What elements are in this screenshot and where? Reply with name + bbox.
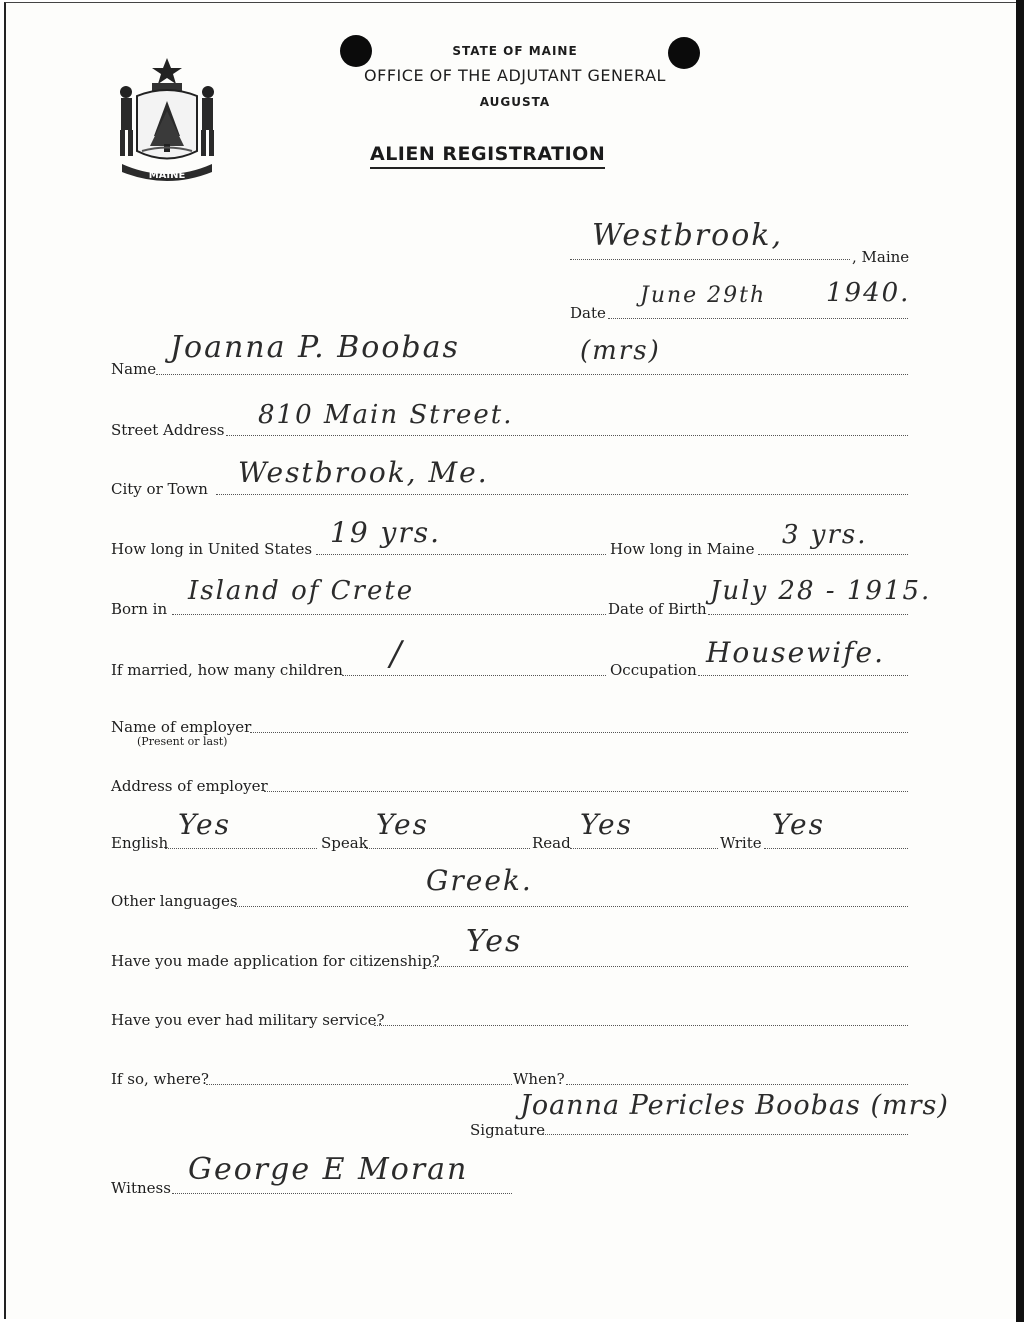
other-languages-line xyxy=(234,906,908,907)
place-entry: Westbrook, xyxy=(592,218,783,253)
citizenship-entry: Yes xyxy=(466,924,523,959)
witness-line xyxy=(172,1193,512,1194)
state-seal-icon xyxy=(112,56,222,186)
form-title: ALIEN REGISTRATION xyxy=(370,143,605,169)
dob-entry: July 28 - 1915. xyxy=(710,576,932,606)
born-label: Born in xyxy=(111,600,168,618)
military-label: Have you ever had military service? xyxy=(111,1011,385,1029)
children-label: If married, how many children xyxy=(111,661,343,679)
name-label: Name xyxy=(111,360,157,378)
years-maine-label: How long in Maine xyxy=(610,540,755,558)
write-entry: Yes xyxy=(772,808,825,841)
speak-label: Speak xyxy=(321,834,368,852)
scan-edge xyxy=(1016,0,1024,1322)
date-year-entry: 1940. xyxy=(826,278,911,308)
other-languages-label: Other languages xyxy=(111,892,238,910)
children-entry: / xyxy=(390,634,404,674)
date-line xyxy=(608,318,908,319)
occupation-label: Occupation xyxy=(610,661,697,679)
name-note-entry: (mrs) xyxy=(580,336,661,366)
signature-entry: Joanna Pericles Boobas (mrs) xyxy=(520,1090,949,1121)
date-label: Date xyxy=(570,304,606,322)
read-entry: Yes xyxy=(580,808,633,841)
when-label: When? xyxy=(513,1070,565,1088)
signature-label: Signature xyxy=(470,1121,546,1139)
years-us-line xyxy=(316,554,606,555)
english-line xyxy=(165,848,317,849)
born-line xyxy=(172,614,606,615)
witness-label: Witness xyxy=(111,1179,171,1197)
english-entry: Yes xyxy=(178,808,231,841)
office-city: AUGUSTA xyxy=(479,95,551,109)
name-line xyxy=(156,374,908,375)
when-line xyxy=(566,1084,908,1085)
born-entry: Island of Crete xyxy=(188,576,415,606)
years-us-entry: 19 yrs. xyxy=(330,516,442,549)
english-label: English xyxy=(111,834,169,852)
speak-entry: Yes xyxy=(376,808,429,841)
office-name: OFFICE OF THE ADJUTANT GENERAL xyxy=(364,66,666,85)
place-line xyxy=(570,259,850,260)
citizenship-line xyxy=(430,966,908,967)
other-languages-entry: Greek. xyxy=(426,864,533,897)
employer-address-label: Address of employer xyxy=(111,777,268,795)
years-maine-line xyxy=(758,554,908,555)
svg-text:MAINE: MAINE xyxy=(148,170,186,181)
occupation-entry: Housewife. xyxy=(706,636,886,669)
city-line xyxy=(216,494,908,495)
dob-label: Date of Birth xyxy=(608,600,707,618)
military-line xyxy=(374,1025,908,1026)
street-label: Street Address xyxy=(111,421,225,439)
occupation-line xyxy=(698,675,908,676)
employer-label: Name of employer xyxy=(111,718,252,736)
signature-line xyxy=(542,1134,908,1135)
years-maine-entry: 3 yrs. xyxy=(782,520,868,550)
city-label: City or Town xyxy=(111,480,208,498)
where-line xyxy=(206,1084,512,1085)
dob-line xyxy=(708,614,908,615)
speak-line xyxy=(366,848,530,849)
years-us-label: How long in United States xyxy=(111,540,313,558)
employer-sub-label: (Present or last) xyxy=(137,735,228,748)
read-line xyxy=(570,848,718,849)
city-entry: Westbrook, Me. xyxy=(238,456,489,489)
street-line xyxy=(226,435,908,436)
write-label: Write xyxy=(720,834,762,852)
name-entry: Joanna P. Boobas xyxy=(170,330,460,365)
read-label: Read xyxy=(532,834,571,852)
citizenship-label: Have you made application for citizenship? xyxy=(111,952,440,970)
witness-entry: George E Moran xyxy=(188,1152,469,1187)
write-line xyxy=(764,848,908,849)
employer-address-line xyxy=(264,791,908,792)
street-entry: 810 Main Street. xyxy=(258,400,514,430)
place-suffix: , Maine xyxy=(852,248,910,266)
children-line xyxy=(342,675,606,676)
employer-line xyxy=(250,732,908,733)
state-name: STATE OF MAINE xyxy=(452,44,578,58)
date-day-entry: June 29th xyxy=(640,283,767,308)
where-label: If so, where? xyxy=(111,1070,209,1088)
